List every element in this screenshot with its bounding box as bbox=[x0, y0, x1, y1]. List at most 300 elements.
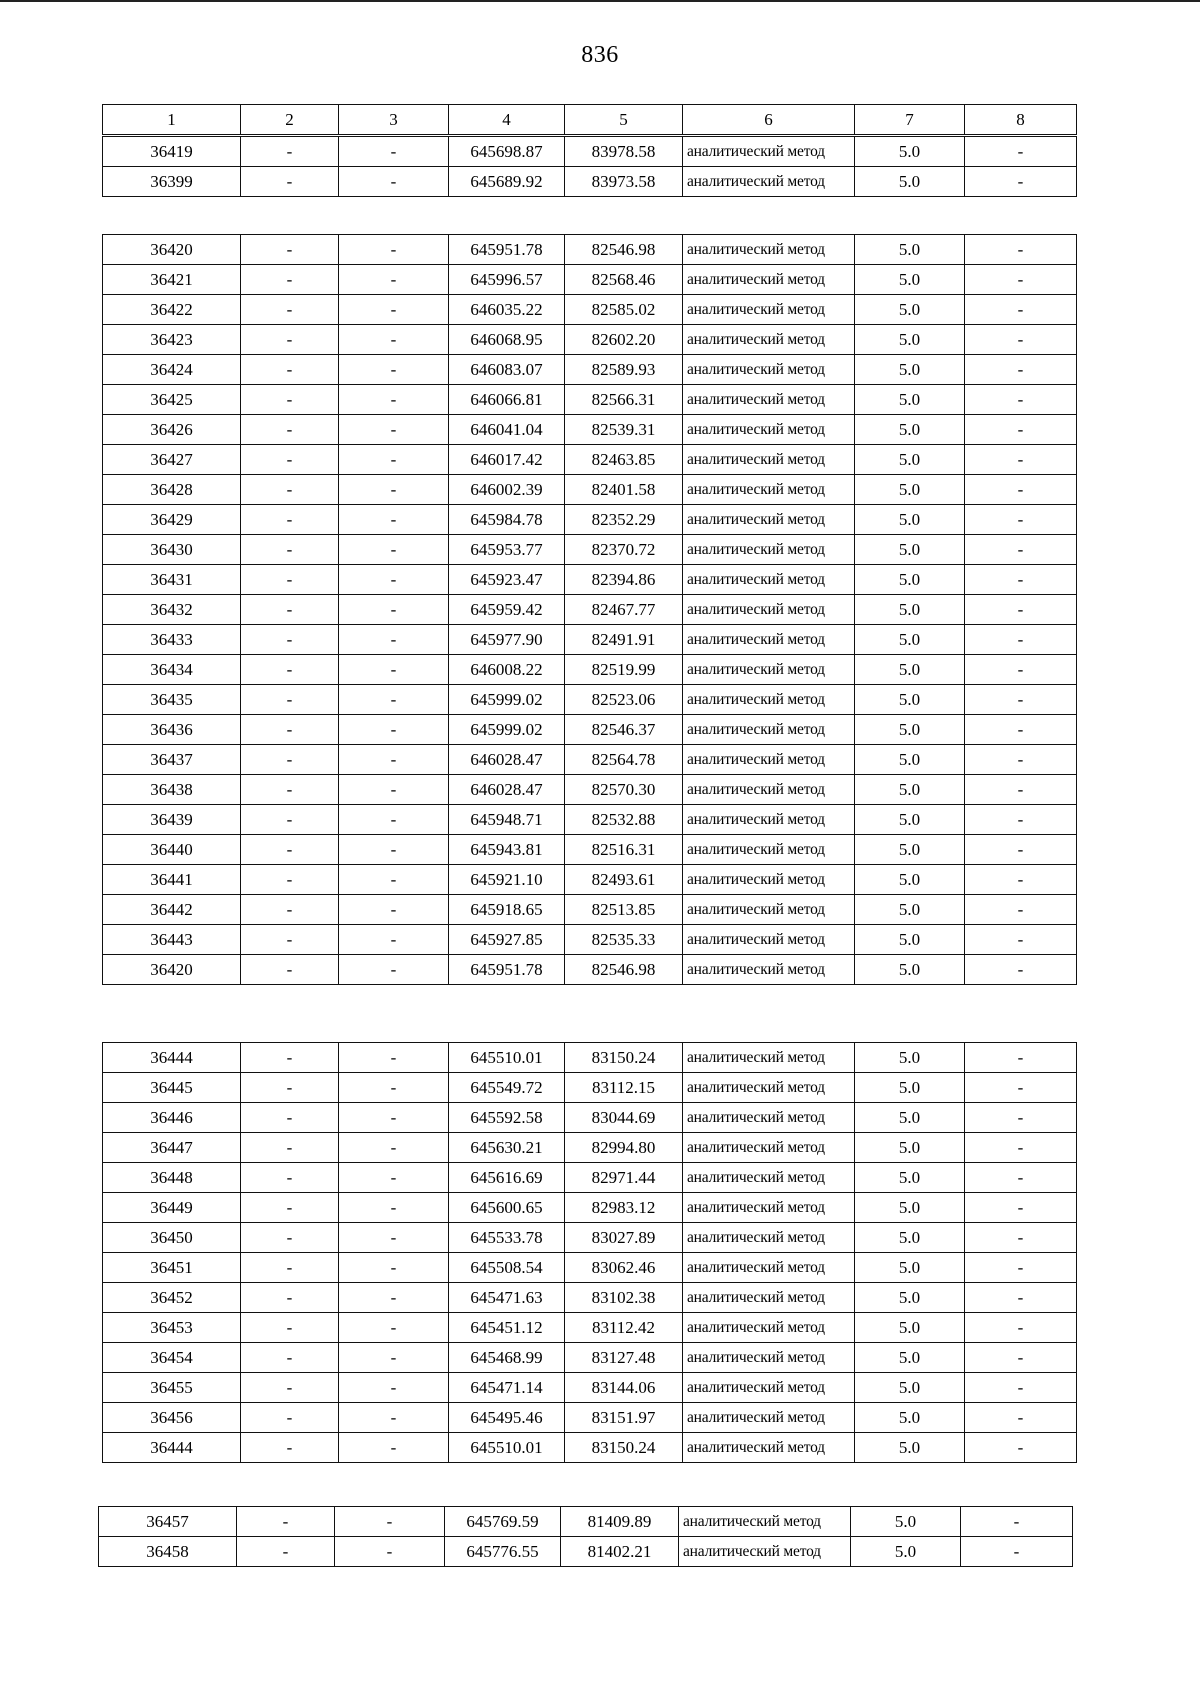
col3-cell: - bbox=[339, 445, 449, 475]
y-coordinate-cell: 82523.06 bbox=[565, 685, 683, 715]
col3-cell: - bbox=[339, 835, 449, 865]
point-number-cell: 36444 bbox=[103, 1433, 241, 1463]
y-coordinate-cell: 83062.46 bbox=[565, 1253, 683, 1283]
point-number-cell: 36433 bbox=[103, 625, 241, 655]
table-row bbox=[103, 295, 1077, 325]
y-coordinate-cell: 82370.72 bbox=[565, 535, 683, 565]
point-number-cell: 36451 bbox=[103, 1253, 241, 1283]
y-coordinate-cell: 82971.44 bbox=[565, 1163, 683, 1193]
x-coordinate-cell: 645953.77 bbox=[449, 535, 565, 565]
table-row bbox=[103, 715, 1077, 745]
col8-cell: - bbox=[965, 595, 1077, 625]
method-cell: аналитический метод bbox=[683, 325, 855, 355]
x-coordinate-cell: 645451.12 bbox=[449, 1313, 565, 1343]
x-coordinate-cell: 645776.55 bbox=[445, 1537, 561, 1567]
y-coordinate-cell: 82983.12 bbox=[565, 1193, 683, 1223]
col8-cell: - bbox=[965, 475, 1077, 505]
y-coordinate-cell: 83102.38 bbox=[565, 1283, 683, 1313]
col3-cell: - bbox=[339, 475, 449, 505]
col3-cell: - bbox=[339, 565, 449, 595]
page-top-border bbox=[0, 0, 1200, 2]
col8-cell: - bbox=[965, 355, 1077, 385]
col2-cell: - bbox=[237, 1507, 335, 1537]
col3-cell: - bbox=[339, 1103, 449, 1133]
x-coordinate-cell: 645549.72 bbox=[449, 1073, 565, 1103]
col8-cell: - bbox=[965, 385, 1077, 415]
table-row bbox=[103, 865, 1077, 895]
col3-cell: - bbox=[339, 1343, 449, 1373]
col8-cell: - bbox=[965, 1193, 1077, 1223]
accuracy-cell: 5.0 bbox=[855, 1043, 965, 1073]
col3-cell: - bbox=[339, 235, 449, 265]
col2-cell: - bbox=[241, 1433, 339, 1463]
column-header-table bbox=[102, 104, 1077, 135]
method-cell: аналитический метод bbox=[683, 385, 855, 415]
method-cell: аналитический метод bbox=[683, 1373, 855, 1403]
method-cell: аналитический метод bbox=[683, 235, 855, 265]
point-number-cell: 36453 bbox=[103, 1313, 241, 1343]
y-coordinate-cell: 83144.06 bbox=[565, 1373, 683, 1403]
table-row bbox=[103, 805, 1077, 835]
y-coordinate-cell: 83112.15 bbox=[565, 1073, 683, 1103]
accuracy-cell: 5.0 bbox=[855, 895, 965, 925]
accuracy-cell: 5.0 bbox=[855, 775, 965, 805]
y-coordinate-cell: 82352.29 bbox=[565, 505, 683, 535]
accuracy-cell: 5.0 bbox=[855, 535, 965, 565]
accuracy-cell: 5.0 bbox=[855, 235, 965, 265]
col2-cell: - bbox=[241, 385, 339, 415]
col8-cell: - bbox=[965, 1253, 1077, 1283]
col2-cell: - bbox=[241, 1253, 339, 1283]
col3-cell: - bbox=[339, 505, 449, 535]
y-coordinate-cell: 81402.21 bbox=[561, 1537, 679, 1567]
y-coordinate-cell: 82519.99 bbox=[565, 655, 683, 685]
method-cell: аналитический метод bbox=[683, 1343, 855, 1373]
method-cell: аналитический метод bbox=[683, 805, 855, 835]
accuracy-cell: 5.0 bbox=[855, 1403, 965, 1433]
table-row bbox=[103, 1043, 1077, 1073]
col3-cell: - bbox=[335, 1507, 445, 1537]
col3-cell: - bbox=[339, 715, 449, 745]
table-row bbox=[103, 625, 1077, 655]
y-coordinate-cell: 83978.58 bbox=[565, 137, 683, 167]
table-row bbox=[103, 1163, 1077, 1193]
col8-cell: - bbox=[961, 1507, 1073, 1537]
col2-cell: - bbox=[241, 835, 339, 865]
col8-cell: - bbox=[965, 445, 1077, 475]
accuracy-cell: 5.0 bbox=[855, 1073, 965, 1103]
col8-cell: - bbox=[965, 1283, 1077, 1313]
col2-cell: - bbox=[241, 745, 339, 775]
y-coordinate-cell: 82401.58 bbox=[565, 475, 683, 505]
table-row bbox=[103, 595, 1077, 625]
x-coordinate-cell: 646066.81 bbox=[449, 385, 565, 415]
col2-cell: - bbox=[241, 565, 339, 595]
col8-cell: - bbox=[965, 895, 1077, 925]
x-coordinate-cell: 646041.04 bbox=[449, 415, 565, 445]
col2-cell: - bbox=[241, 715, 339, 745]
x-coordinate-cell: 646083.07 bbox=[449, 355, 565, 385]
method-cell: аналитический метод bbox=[683, 1163, 855, 1193]
col2-cell: - bbox=[241, 1223, 339, 1253]
accuracy-cell: 5.0 bbox=[855, 715, 965, 745]
col2-cell: - bbox=[241, 595, 339, 625]
y-coordinate-cell: 82463.85 bbox=[565, 445, 683, 475]
method-cell: аналитический метод bbox=[683, 475, 855, 505]
x-coordinate-cell: 646017.42 bbox=[449, 445, 565, 475]
col2-cell: - bbox=[241, 137, 339, 167]
table-row bbox=[103, 565, 1077, 595]
method-cell: аналитический метод bbox=[683, 925, 855, 955]
col8-cell: - bbox=[965, 535, 1077, 565]
y-coordinate-cell: 83027.89 bbox=[565, 1223, 683, 1253]
table-row bbox=[103, 1133, 1077, 1163]
table-row bbox=[103, 895, 1077, 925]
y-coordinate-cell: 82532.88 bbox=[565, 805, 683, 835]
point-number-cell: 36445 bbox=[103, 1073, 241, 1103]
col2-cell: - bbox=[241, 535, 339, 565]
col8-cell: - bbox=[965, 1133, 1077, 1163]
col8-cell: - bbox=[965, 775, 1077, 805]
col8-cell: - bbox=[965, 1403, 1077, 1433]
method-cell: аналитический метод bbox=[683, 355, 855, 385]
method-cell: аналитический метод bbox=[683, 595, 855, 625]
col3-cell: - bbox=[339, 1313, 449, 1343]
column-header-2: 2 bbox=[241, 105, 339, 135]
col8-cell: - bbox=[965, 1163, 1077, 1193]
point-number-cell: 36454 bbox=[103, 1343, 241, 1373]
table-row bbox=[103, 745, 1077, 775]
accuracy-cell: 5.0 bbox=[855, 265, 965, 295]
col8-cell: - bbox=[965, 835, 1077, 865]
col8-cell: - bbox=[965, 1103, 1077, 1133]
point-number-cell: 36450 bbox=[103, 1223, 241, 1253]
table-row bbox=[103, 1193, 1077, 1223]
col2-cell: - bbox=[241, 895, 339, 925]
accuracy-cell: 5.0 bbox=[855, 1133, 965, 1163]
column-header-7: 7 bbox=[855, 105, 965, 135]
accuracy-cell: 5.0 bbox=[855, 1193, 965, 1223]
table-row bbox=[103, 325, 1077, 355]
point-number-cell: 36456 bbox=[103, 1403, 241, 1433]
accuracy-cell: 5.0 bbox=[855, 655, 965, 685]
y-coordinate-cell: 82570.30 bbox=[565, 775, 683, 805]
col3-cell: - bbox=[339, 775, 449, 805]
y-coordinate-cell: 83127.48 bbox=[565, 1343, 683, 1373]
col3-cell: - bbox=[339, 895, 449, 925]
method-cell: аналитический метод bbox=[683, 265, 855, 295]
col8-cell: - bbox=[965, 1043, 1077, 1073]
method-cell: аналитический метод bbox=[683, 835, 855, 865]
col3-cell: - bbox=[339, 1193, 449, 1223]
point-number-cell: 36441 bbox=[103, 865, 241, 895]
accuracy-cell: 5.0 bbox=[855, 625, 965, 655]
accuracy-cell: 5.0 bbox=[855, 1163, 965, 1193]
method-cell: аналитический метод bbox=[683, 685, 855, 715]
method-cell: аналитический метод bbox=[683, 415, 855, 445]
col2-cell: - bbox=[241, 415, 339, 445]
table-row bbox=[103, 535, 1077, 565]
col3-cell: - bbox=[339, 805, 449, 835]
col3-cell: - bbox=[339, 1043, 449, 1073]
x-coordinate-cell: 645943.81 bbox=[449, 835, 565, 865]
method-cell: аналитический метод bbox=[683, 295, 855, 325]
col2-cell: - bbox=[241, 1133, 339, 1163]
accuracy-cell: 5.0 bbox=[855, 167, 965, 197]
table-row bbox=[103, 1373, 1077, 1403]
x-coordinate-cell: 645495.46 bbox=[449, 1403, 565, 1433]
y-coordinate-cell: 82566.31 bbox=[565, 385, 683, 415]
column-header-6: 6 bbox=[683, 105, 855, 135]
accuracy-cell: 5.0 bbox=[855, 137, 965, 167]
col3-cell: - bbox=[339, 1163, 449, 1193]
x-coordinate-cell: 645959.42 bbox=[449, 595, 565, 625]
point-number-cell: 36421 bbox=[103, 265, 241, 295]
x-coordinate-cell: 645471.63 bbox=[449, 1283, 565, 1313]
col3-cell: - bbox=[339, 1403, 449, 1433]
col2-cell: - bbox=[241, 355, 339, 385]
col3-cell: - bbox=[339, 295, 449, 325]
accuracy-cell: 5.0 bbox=[855, 1373, 965, 1403]
col2-cell: - bbox=[241, 1373, 339, 1403]
method-cell: аналитический метод bbox=[683, 1073, 855, 1103]
point-number-cell: 36440 bbox=[103, 835, 241, 865]
col8-cell: - bbox=[965, 265, 1077, 295]
y-coordinate-cell: 82516.31 bbox=[565, 835, 683, 865]
accuracy-cell: 5.0 bbox=[855, 565, 965, 595]
table-row bbox=[103, 685, 1077, 715]
col2-cell: - bbox=[241, 1283, 339, 1313]
col3-cell: - bbox=[339, 1373, 449, 1403]
col8-cell: - bbox=[965, 505, 1077, 535]
method-cell: аналитический метод bbox=[683, 625, 855, 655]
column-header-1: 1 bbox=[103, 105, 241, 135]
x-coordinate-cell: 645616.69 bbox=[449, 1163, 565, 1193]
x-coordinate-cell: 645630.21 bbox=[449, 1133, 565, 1163]
y-coordinate-cell: 82491.91 bbox=[565, 625, 683, 655]
col2-cell: - bbox=[241, 1313, 339, 1343]
page-number: 836 bbox=[581, 42, 619, 68]
point-number-cell: 36444 bbox=[103, 1043, 241, 1073]
col2-cell: - bbox=[241, 805, 339, 835]
point-number-cell: 36399 bbox=[103, 167, 241, 197]
y-coordinate-cell: 82589.93 bbox=[565, 355, 683, 385]
table-row bbox=[99, 1507, 1073, 1537]
x-coordinate-cell: 645927.85 bbox=[449, 925, 565, 955]
col2-cell: - bbox=[241, 1043, 339, 1073]
point-number-cell: 36448 bbox=[103, 1163, 241, 1193]
col3-cell: - bbox=[339, 655, 449, 685]
col3-cell: - bbox=[339, 685, 449, 715]
table-row bbox=[103, 385, 1077, 415]
method-cell: аналитический метод bbox=[683, 655, 855, 685]
col3-cell: - bbox=[339, 865, 449, 895]
accuracy-cell: 5.0 bbox=[855, 445, 965, 475]
col2-cell: - bbox=[241, 925, 339, 955]
col3-cell: - bbox=[339, 415, 449, 445]
x-coordinate-cell: 646002.39 bbox=[449, 475, 565, 505]
col8-cell: - bbox=[965, 715, 1077, 745]
x-coordinate-cell: 645918.65 bbox=[449, 895, 565, 925]
y-coordinate-cell: 83150.24 bbox=[565, 1043, 683, 1073]
accuracy-cell: 5.0 bbox=[855, 475, 965, 505]
col3-cell: - bbox=[339, 355, 449, 385]
method-cell: аналитический метод bbox=[683, 865, 855, 895]
coordinates-table-group-2 bbox=[102, 234, 1077, 985]
col2-cell: - bbox=[241, 295, 339, 325]
col2-cell: - bbox=[241, 325, 339, 355]
method-cell: аналитический метод bbox=[683, 745, 855, 775]
method-cell: аналитический метод bbox=[683, 1043, 855, 1073]
col8-cell: - bbox=[961, 1537, 1073, 1567]
y-coordinate-cell: 82513.85 bbox=[565, 895, 683, 925]
table-row bbox=[103, 475, 1077, 505]
col3-cell: - bbox=[339, 167, 449, 197]
accuracy-cell: 5.0 bbox=[855, 1103, 965, 1133]
table-row bbox=[103, 1103, 1077, 1133]
point-number-cell: 36429 bbox=[103, 505, 241, 535]
point-number-cell: 36442 bbox=[103, 895, 241, 925]
col3-cell: - bbox=[339, 745, 449, 775]
column-header-4: 4 bbox=[449, 105, 565, 135]
point-number-cell: 36434 bbox=[103, 655, 241, 685]
x-coordinate-cell: 645921.10 bbox=[449, 865, 565, 895]
col3-cell: - bbox=[339, 137, 449, 167]
col3-cell: - bbox=[339, 1223, 449, 1253]
y-coordinate-cell: 82585.02 bbox=[565, 295, 683, 325]
y-coordinate-cell: 82539.31 bbox=[565, 415, 683, 445]
x-coordinate-cell: 645984.78 bbox=[449, 505, 565, 535]
col3-cell: - bbox=[339, 265, 449, 295]
accuracy-cell: 5.0 bbox=[851, 1537, 961, 1567]
x-coordinate-cell: 646028.47 bbox=[449, 775, 565, 805]
x-coordinate-cell: 645689.92 bbox=[449, 167, 565, 197]
col8-cell: - bbox=[965, 955, 1077, 985]
col3-cell: - bbox=[339, 625, 449, 655]
table-row bbox=[103, 1403, 1077, 1433]
col8-cell: - bbox=[965, 325, 1077, 355]
col8-cell: - bbox=[965, 925, 1077, 955]
x-coordinate-cell: 645948.71 bbox=[449, 805, 565, 835]
point-number-cell: 36426 bbox=[103, 415, 241, 445]
accuracy-cell: 5.0 bbox=[855, 805, 965, 835]
table-row bbox=[103, 137, 1077, 167]
col2-cell: - bbox=[241, 1403, 339, 1433]
point-number-cell: 36427 bbox=[103, 445, 241, 475]
coordinates-table-group-4 bbox=[98, 1506, 1073, 1567]
method-cell: аналитический метод bbox=[679, 1537, 851, 1567]
col2-cell: - bbox=[241, 655, 339, 685]
col8-cell: - bbox=[965, 685, 1077, 715]
accuracy-cell: 5.0 bbox=[855, 1343, 965, 1373]
table-row bbox=[103, 955, 1077, 985]
table-row bbox=[103, 415, 1077, 445]
col3-cell: - bbox=[339, 1253, 449, 1283]
method-cell: аналитический метод bbox=[683, 775, 855, 805]
x-coordinate-cell: 645471.14 bbox=[449, 1373, 565, 1403]
method-cell: аналитический метод bbox=[683, 715, 855, 745]
column-header-row bbox=[103, 105, 1077, 135]
x-coordinate-cell: 646028.47 bbox=[449, 745, 565, 775]
x-coordinate-cell: 645996.57 bbox=[449, 265, 565, 295]
x-coordinate-cell: 645533.78 bbox=[449, 1223, 565, 1253]
point-number-cell: 36431 bbox=[103, 565, 241, 595]
accuracy-cell: 5.0 bbox=[855, 1433, 965, 1463]
accuracy-cell: 5.0 bbox=[855, 355, 965, 385]
x-coordinate-cell: 645951.78 bbox=[449, 955, 565, 985]
y-coordinate-cell: 82493.61 bbox=[565, 865, 683, 895]
point-number-cell: 36419 bbox=[103, 137, 241, 167]
y-coordinate-cell: 83151.97 bbox=[565, 1403, 683, 1433]
col8-cell: - bbox=[965, 745, 1077, 775]
col8-cell: - bbox=[965, 655, 1077, 685]
method-cell: аналитический метод bbox=[679, 1507, 851, 1537]
point-number-cell: 36420 bbox=[103, 955, 241, 985]
accuracy-cell: 5.0 bbox=[855, 865, 965, 895]
x-coordinate-cell: 646068.95 bbox=[449, 325, 565, 355]
table-row bbox=[103, 167, 1077, 197]
x-coordinate-cell: 645698.87 bbox=[449, 137, 565, 167]
accuracy-cell: 5.0 bbox=[855, 505, 965, 535]
col2-cell: - bbox=[241, 1103, 339, 1133]
method-cell: аналитический метод bbox=[683, 1193, 855, 1223]
col2-cell: - bbox=[241, 167, 339, 197]
method-cell: аналитический метод bbox=[683, 565, 855, 595]
method-cell: аналитический метод bbox=[683, 1253, 855, 1283]
table-row bbox=[103, 655, 1077, 685]
method-cell: аналитический метод bbox=[683, 1313, 855, 1343]
point-number-cell: 36420 bbox=[103, 235, 241, 265]
point-number-cell: 36458 bbox=[99, 1537, 237, 1567]
point-number-cell: 36457 bbox=[99, 1507, 237, 1537]
col8-cell: - bbox=[965, 1373, 1077, 1403]
y-coordinate-cell: 82546.37 bbox=[565, 715, 683, 745]
y-coordinate-cell: 82546.98 bbox=[565, 235, 683, 265]
col2-cell: - bbox=[241, 505, 339, 535]
point-number-cell: 36435 bbox=[103, 685, 241, 715]
x-coordinate-cell: 645999.02 bbox=[449, 685, 565, 715]
method-cell: аналитический метод bbox=[683, 1223, 855, 1253]
accuracy-cell: 5.0 bbox=[855, 1223, 965, 1253]
point-number-cell: 36447 bbox=[103, 1133, 241, 1163]
point-number-cell: 36438 bbox=[103, 775, 241, 805]
col8-cell: - bbox=[965, 1223, 1077, 1253]
table-row bbox=[103, 1313, 1077, 1343]
y-coordinate-cell: 82602.20 bbox=[565, 325, 683, 355]
x-coordinate-cell: 645769.59 bbox=[445, 1507, 561, 1537]
y-coordinate-cell: 82994.80 bbox=[565, 1133, 683, 1163]
col8-cell: - bbox=[965, 295, 1077, 325]
table-row bbox=[103, 355, 1077, 385]
col8-cell: - bbox=[965, 167, 1077, 197]
accuracy-cell: 5.0 bbox=[855, 1313, 965, 1343]
accuracy-cell: 5.0 bbox=[851, 1507, 961, 1537]
point-number-cell: 36446 bbox=[103, 1103, 241, 1133]
col8-cell: - bbox=[965, 625, 1077, 655]
col3-cell: - bbox=[339, 955, 449, 985]
method-cell: аналитический метод bbox=[683, 167, 855, 197]
point-number-cell: 36439 bbox=[103, 805, 241, 835]
accuracy-cell: 5.0 bbox=[855, 595, 965, 625]
col3-cell: - bbox=[339, 1283, 449, 1313]
x-coordinate-cell: 645510.01 bbox=[449, 1043, 565, 1073]
col8-cell: - bbox=[965, 1343, 1077, 1373]
table-row bbox=[103, 775, 1077, 805]
y-coordinate-cell: 81409.89 bbox=[561, 1507, 679, 1537]
col3-cell: - bbox=[339, 535, 449, 565]
point-number-cell: 36437 bbox=[103, 745, 241, 775]
method-cell: аналитический метод bbox=[683, 895, 855, 925]
